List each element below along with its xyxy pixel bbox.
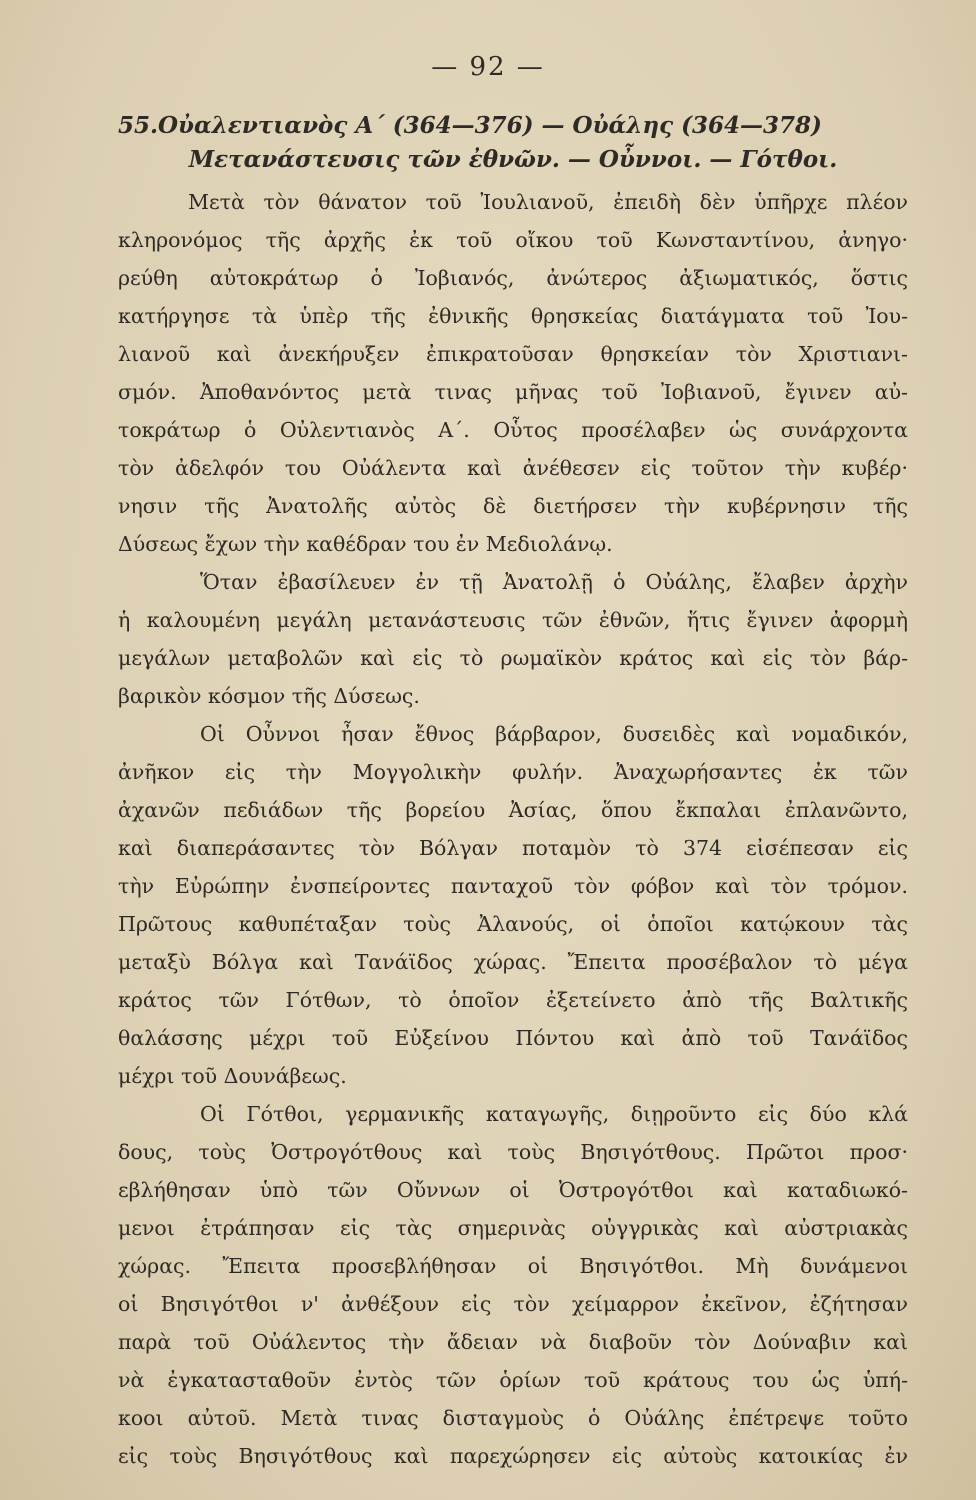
text-line: Οἱ Οὖννοι ἦσαν ἔθνος βάρβαρον, δυσειδὲς καὶ νομαδικόν, [200, 722, 908, 746]
text-line: καὶ διαπεράσαντες τὸν Βόλγαν ποταμὸν τὸ 374 εἰσέπεσαν εἰς [118, 836, 908, 860]
text-line: Οἱ Γότθοι, γερμανικῆς καταγωγῆς, διῃροῦντο εἰς δύο κλά [200, 1102, 908, 1126]
text-line: κράτος τῶν Γότθων, τὸ ὁποῖον ἐξετείνετο ἀπὸ τῆς Βαλτικῆς [118, 988, 908, 1012]
text-line: Δύσεως ἔχων τὴν καθέδραν του ἐν Μεδιολάνῳ. [118, 532, 613, 556]
text-line: θαλάσσης μέχρι τοῦ Εὐξείνου Πόντου καὶ ἀπὸ τοῦ Τανάϊδος [118, 1026, 908, 1050]
text-line: τὸν ἀδελφόν του Οὐάλεντα καὶ ἀνέθεσεν εἰς τοῦτον τὴν κυβέρ· [118, 456, 908, 480]
text-line: ρεύθη αὐτοκράτωρ ὁ Ἰοβιανός, ἀνώτερος ἀξιωματικός, ὅστις [118, 266, 908, 290]
text-line: κοοι αὐτοῦ. Μετὰ τινας δισταγμοὺς ὁ Οὐάλης ἐπέτρεψε τοῦτο [118, 1406, 908, 1430]
text-line: Μετὰ τὸν θάνατον τοῦ Ἰουλιανοῦ, ἐπειδὴ δὲν ὑπῆρχε πλέον [188, 190, 908, 214]
text-line: μέχρι τοῦ Δουνάβεως. [118, 1064, 347, 1088]
text-line: ἀχανῶν πεδιάδων τῆς βορείου Ἀσίας, ὅπου ἔκπαλαι ἐπλανῶντο, [118, 798, 908, 822]
page-number: — 92 — [431, 52, 545, 82]
text-line: τὴν Εὐρώπην ἐνσπείροντες πανταχοῦ τὸν φόβον καὶ τὸν τρόμον. [118, 874, 908, 898]
text-line: μενοι ἐτράπησαν εἰς τὰς σημερινὰς οὐγγρικὰς καὶ αὐστριακὰς [118, 1216, 908, 1240]
text-line: κατήργησε τὰ ὑπὲρ τῆς ἐθνικῆς θρησκείας διατάγματα τοῦ Ἰου- [118, 304, 908, 328]
section-subheading: Μετανάστευσις τῶν ἐθνῶν. — Οὖννοι. — Γότθοι. [188, 146, 838, 173]
text-line: παρὰ τοῦ Οὐάλεντος τὴν ἄδειαν νὰ διαβοῦν τὸν Δούναβιν καὶ [118, 1330, 908, 1354]
section-heading: 55.Οὐαλεντιανὸς Α΄ (364—376) — Οὐάλης (364—378) [118, 112, 822, 139]
text-line: Πρῶτους καθυπέταξαν τοὺς Ἀλανούς, οἱ ὁποῖοι κατῴκουν τὰς [118, 912, 908, 936]
text-line: κληρονόμος τῆς ἀρχῆς ἐκ τοῦ οἴκου τοῦ Κωνσταντίνου, ἀνηγο· [118, 228, 908, 252]
text-line: βαρικὸν κόσμον τῆς Δύσεως. [118, 684, 420, 708]
text-line: λιανοῦ καὶ ἀνεκήρυξεν ἐπικρατοῦσαν θρησκείαν τὸν Χριστιανι- [118, 342, 908, 366]
text-line: δους, τοὺς Ὀστρογότθους καὶ τοὺς Βησιγότθους. Πρῶτοι προσ· [118, 1140, 908, 1164]
text-line: εἰς τοὺς Βησιγότθους καὶ παρεχώρησεν εἰς αὐτοὺς κατοικίας ἐν [118, 1444, 908, 1468]
text-line: εβλήθησαν ὑπὸ τῶν Οὔννων οἱ Ὀστρογότθοι καὶ καταδιωκό- [118, 1178, 908, 1202]
text-line: μεγάλων μεταβολῶν καὶ εἰς τὸ ρωμαϊκὸν κράτος καὶ εἰς τὸν βάρ- [118, 646, 908, 670]
text-line: οἱ Βησιγότθοι ν' ἀνθέξουν εἰς τὸν χείμαρρον ἐκεῖνον, ἐζήτησαν [118, 1292, 908, 1316]
text-line: ἡ καλουμένη μεγάλη μετανάστευσις τῶν ἐθνῶν, ἥτις ἔγινεν ἀφορμὴ [118, 608, 908, 632]
text-line: σμόν. Ἀποθανόντος μετὰ τινας μῆνας τοῦ Ἰοβιανοῦ, ἔγινεν αὐ- [118, 380, 908, 404]
text-line: χώρας. Ἔπειτα προσεβλήθησαν οἱ Βησιγότθοι. Μὴ δυνάμενοι [118, 1254, 908, 1278]
text-line: μεταξὺ Βόλγα καὶ Τανάϊδος χώρας. Ἔπειτα προσέβαλον τὸ μέγα [118, 950, 908, 974]
text-line: τοκράτωρ ὁ Οὐλεντιανὸς Α΄. Οὗτος προσέλαβεν ὡς συνάρχοντα [118, 418, 908, 442]
text-line: Ὅταν ἐβασίλευεν ἐν τῇ Ἀνατολῇ ὁ Οὐάλης, ἔλαβεν ἀρχὴν [200, 570, 908, 594]
text-line: ἀνῆκον εἰς τὴν Μογγολικὴν φυλήν. Ἀναχωρήσαντες ἐκ τῶν [118, 760, 908, 784]
text-line: νὰ ἐγκατασταθοῦν ἐντὸς τῶν ὁρίων τοῦ κράτους του ὡς ὑπή- [118, 1368, 908, 1392]
text-line: νησιν τῆς Ἀνατολῆς αὐτὸς δὲ διετήρσεν τὴν κυβέρνησιν τῆς [118, 494, 908, 518]
